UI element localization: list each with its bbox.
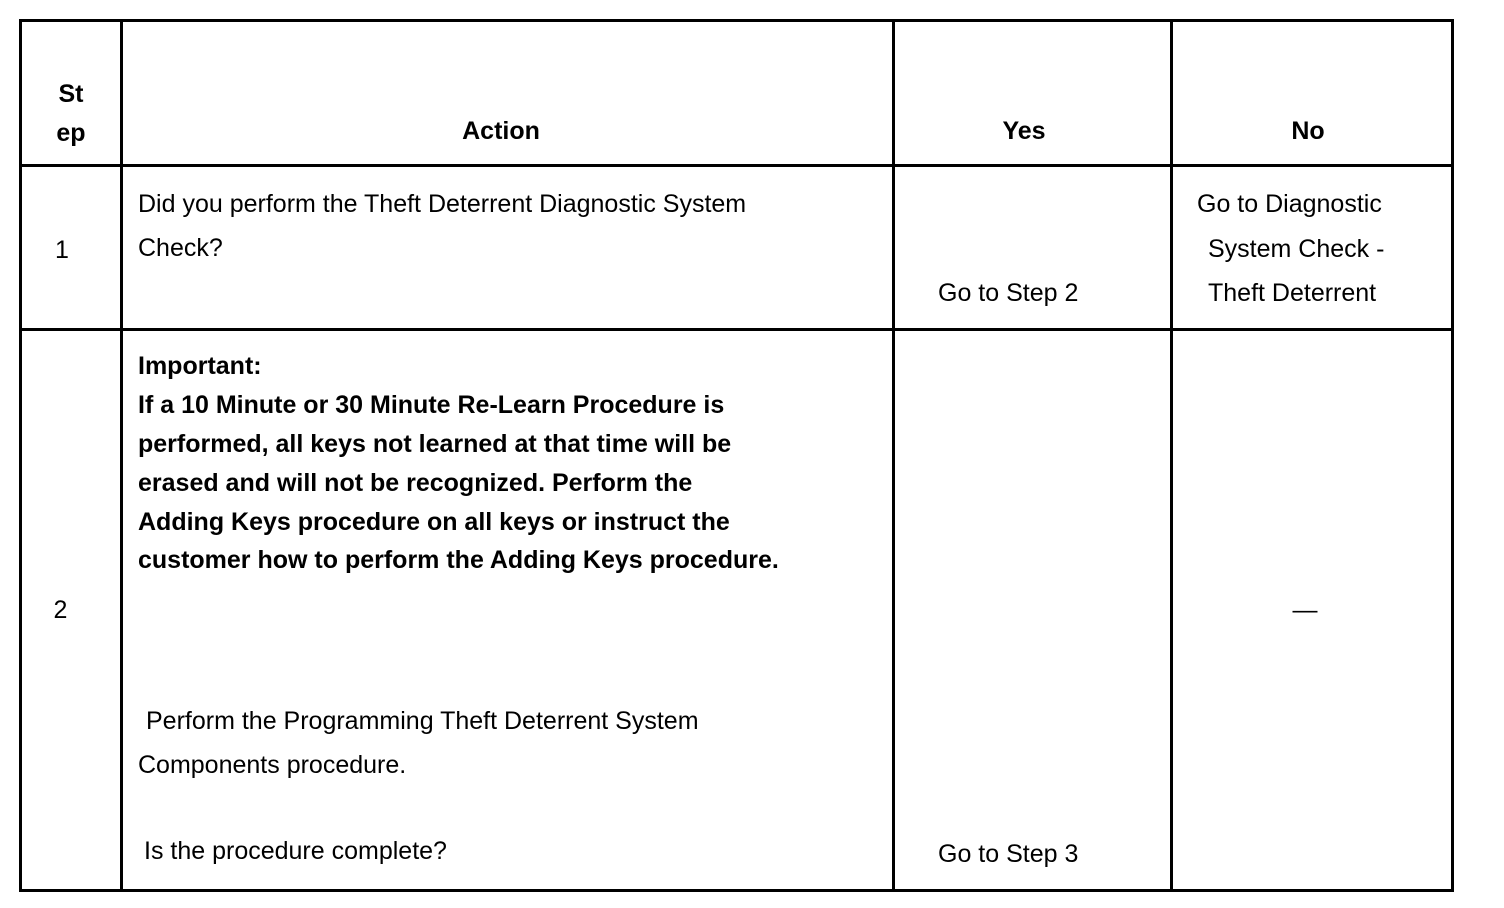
header-yes: Yes <box>1002 117 1046 145</box>
row1-step: 1 <box>55 236 69 264</box>
row2-important-line5: customer how to perform the Adding Keys procedure. <box>138 546 779 574</box>
column-divider-action <box>892 19 895 892</box>
header-divider <box>19 164 1454 167</box>
row2-instruction-line2: Components procedure. <box>138 751 407 779</box>
table-border-bottom <box>19 889 1454 892</box>
row1-no-line1: Go to Diagnostic <box>1197 190 1382 218</box>
row2-important-label: Important: <box>138 352 262 380</box>
row2-question: Is the procedure complete? <box>144 837 447 865</box>
diagnostic-table <box>19 19 1454 892</box>
row2-no: — <box>1292 596 1318 624</box>
row2-yes: Go to Step 3 <box>938 840 1079 868</box>
row1-no-line3: Theft Deterrent <box>1208 279 1377 307</box>
row1-action-line1: Did you perform the Theft Deterrent Diagnostic System <box>138 190 747 218</box>
row-divider <box>19 328 1454 331</box>
table-border-right <box>1451 19 1454 892</box>
header-step-line2: ep <box>56 119 86 147</box>
row1-no-line2: System Check - <box>1208 235 1385 263</box>
table-border-top <box>19 19 1454 22</box>
row2-important-line3: erased and will not be recognized. Perform the <box>138 469 693 497</box>
row2-important-line1: If a 10 Minute or 30 Minute Re-Learn Procedure is <box>138 391 725 419</box>
header-step-line1: St <box>58 80 84 108</box>
header-action: Action <box>462 117 540 145</box>
column-divider-step <box>120 19 123 892</box>
row1-action-line2: Check? <box>138 234 223 262</box>
row2-step: 2 <box>53 596 68 624</box>
row1-yes: Go to Step 2 <box>938 279 1079 307</box>
column-divider-yes <box>1170 19 1173 892</box>
row2-important-line2: performed, all keys not learned at that time will be <box>138 430 732 458</box>
header-step <box>22 75 120 153</box>
row2-important-line4: Adding Keys procedure on all keys or instruct the <box>138 508 730 536</box>
row2-instruction-line1: Perform the Programming Theft Deterrent System <box>146 707 699 735</box>
header-no: No <box>1291 117 1325 145</box>
